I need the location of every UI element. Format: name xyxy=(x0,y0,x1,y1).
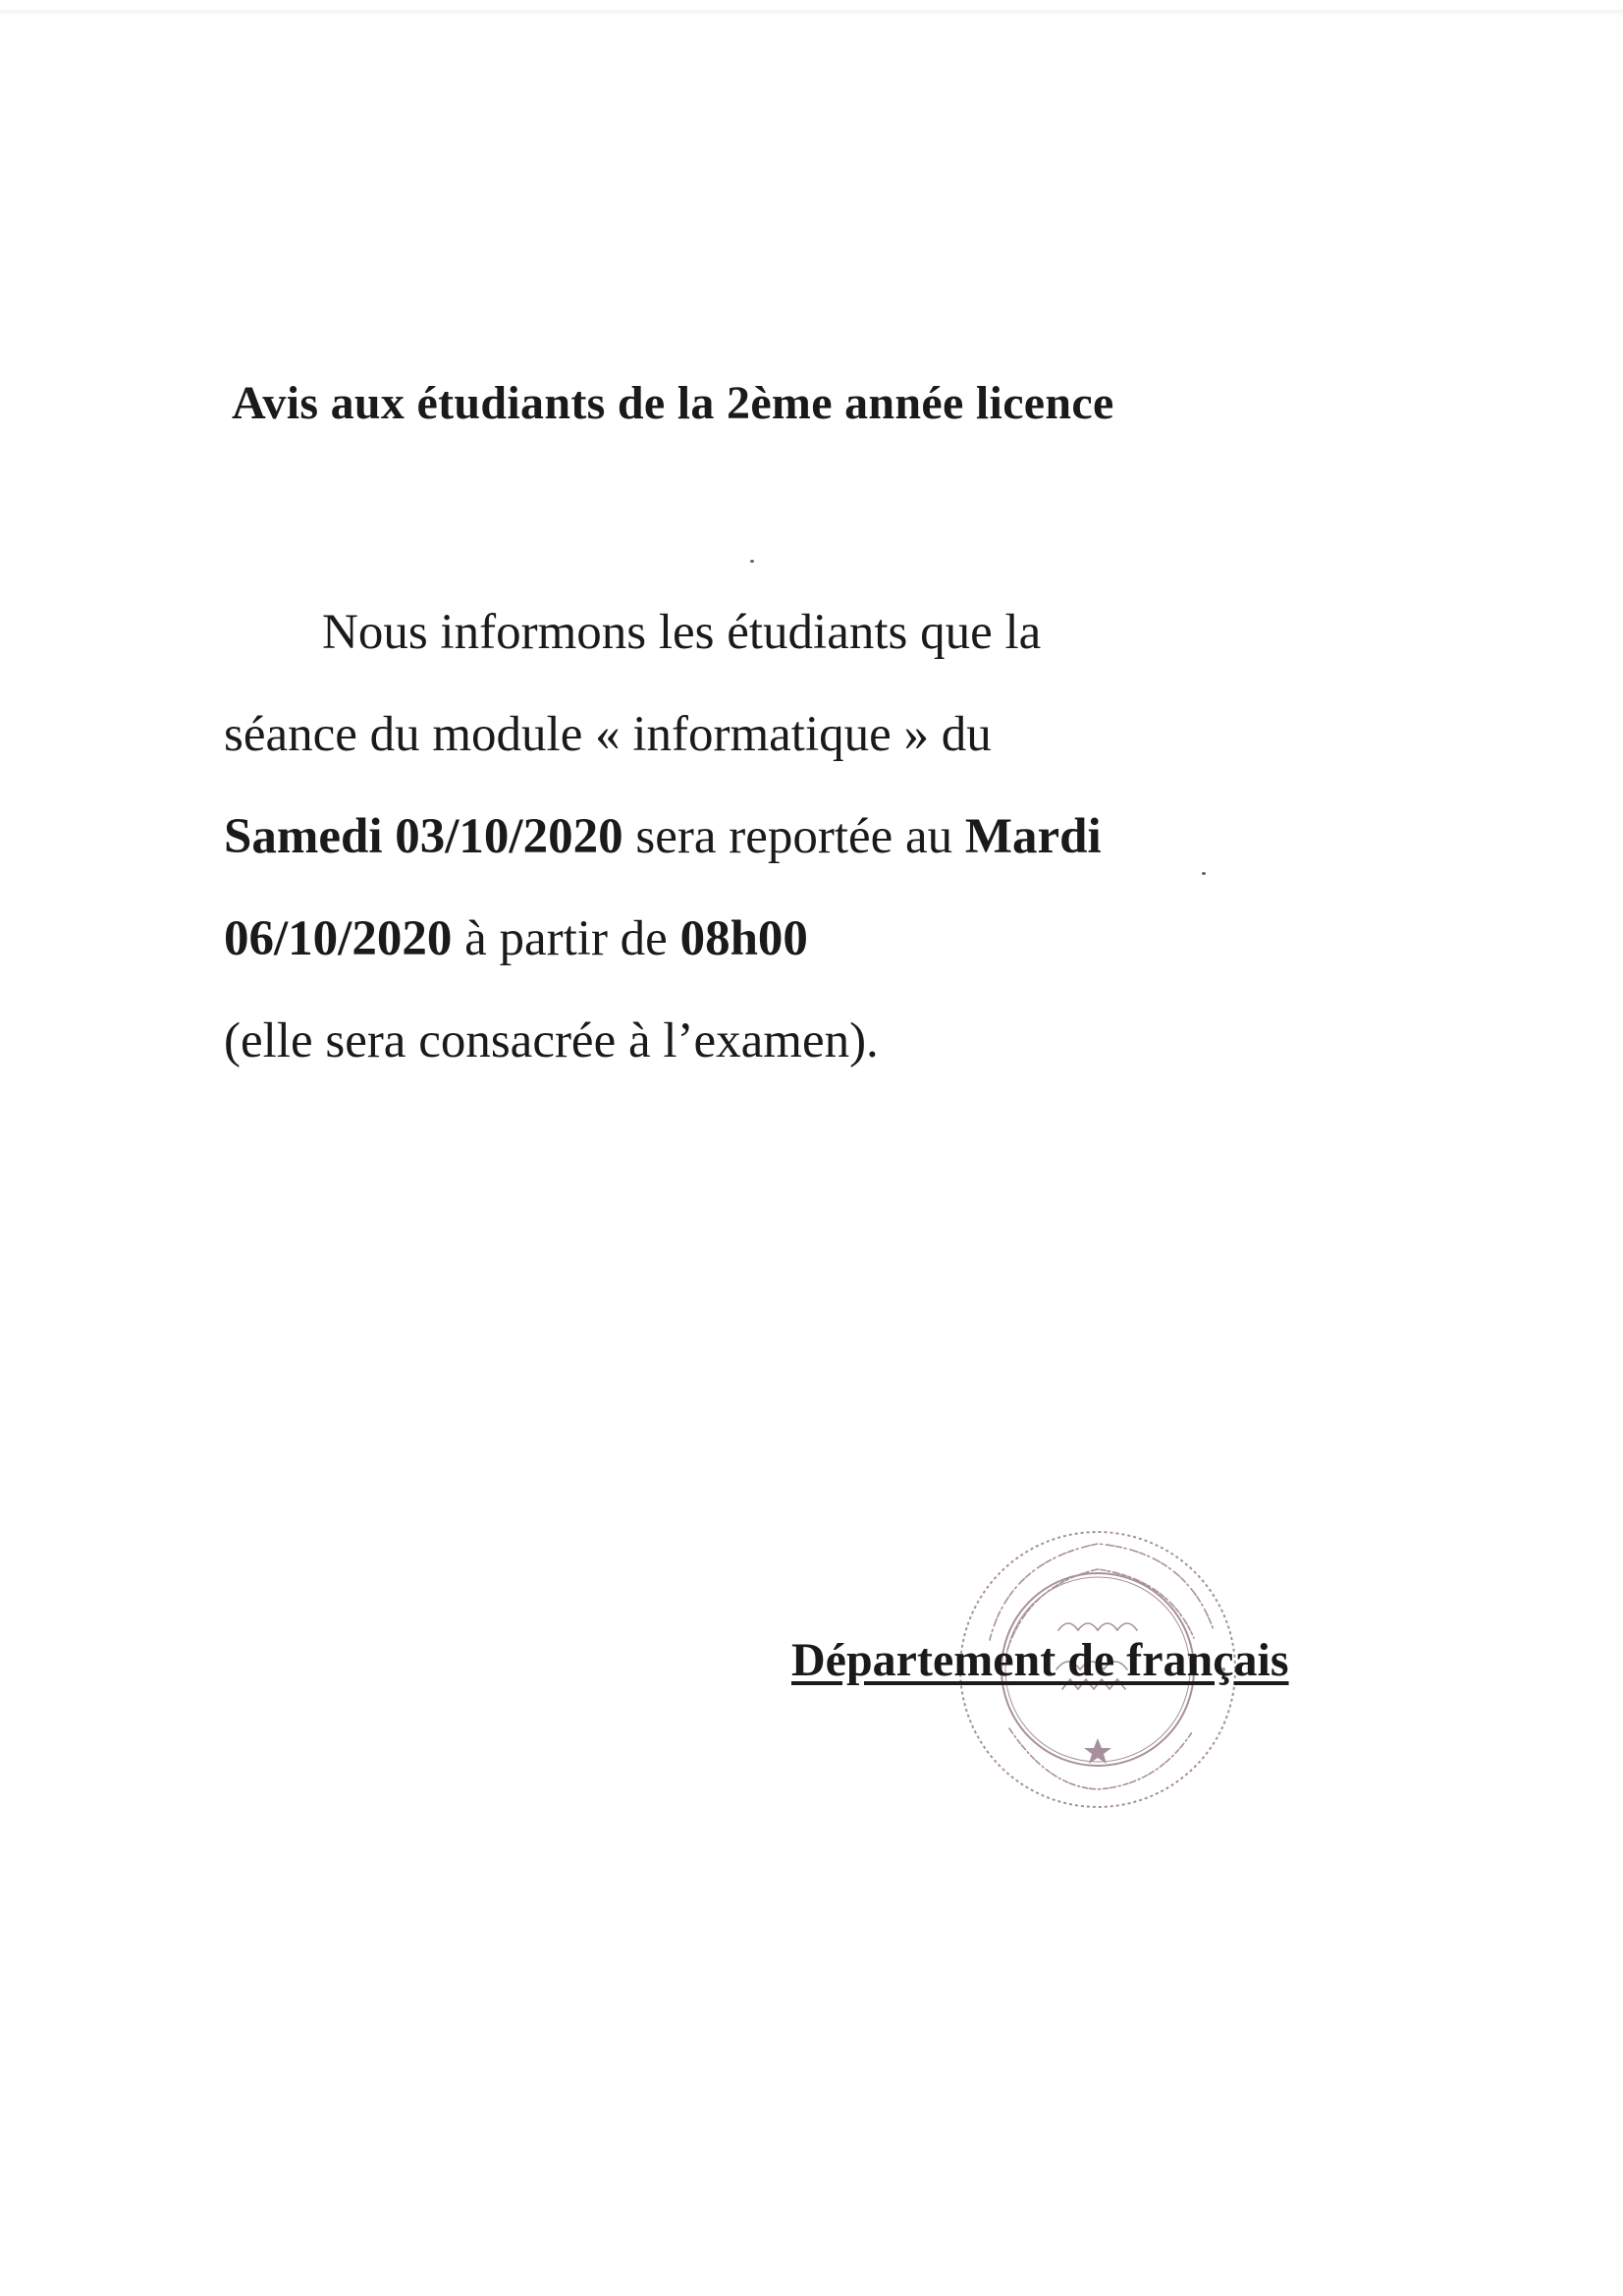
start-time: 08h00 xyxy=(679,911,808,966)
scan-speck xyxy=(750,560,754,563)
body-text-fragment: sera reportée au xyxy=(622,809,965,864)
body-line-1: Nous informons les étudiants que la xyxy=(322,605,1042,660)
new-date: 06/10/2020 xyxy=(224,911,453,966)
department-signature: Département de français xyxy=(791,1634,1289,1686)
body-line-3 xyxy=(224,786,1402,888)
scan-edge xyxy=(0,10,1623,16)
new-day: Mardi xyxy=(964,809,1102,864)
body-text-fragment: à partir de xyxy=(452,911,680,966)
body-line-4 xyxy=(224,888,1402,990)
notice-title: Avis aux étudiants de la 2ème année licence xyxy=(232,377,1114,429)
notice-body xyxy=(224,581,1402,1092)
body-line-5: (elle sera consacrée à l’examen). xyxy=(224,1013,879,1068)
original-date: Samedi 03/10/2020 xyxy=(224,809,623,864)
body-line-2: séance du module « informatique » du xyxy=(224,707,992,762)
